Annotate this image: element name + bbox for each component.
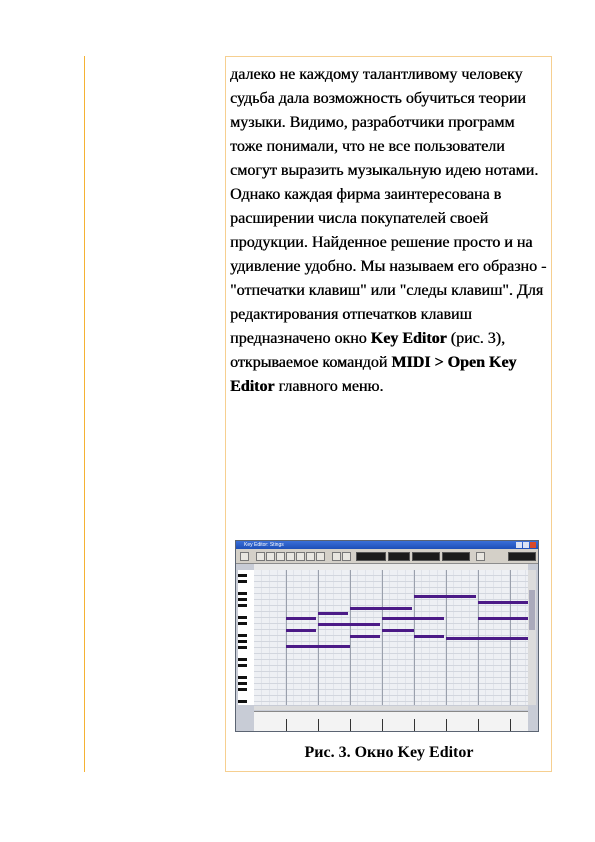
toolbar-tool-icon <box>306 552 315 561</box>
toolbar-tool-icon <box>342 552 351 561</box>
paragraph-part-3: главного меню. <box>274 378 384 395</box>
key-editor-term: Key Editor <box>370 330 447 347</box>
minimize-icon <box>516 542 522 548</box>
bar-line <box>318 570 319 705</box>
midi-note <box>286 645 350 648</box>
paragraph-part-2: (рис. 3), открываемое командой <box>230 330 505 371</box>
velocity-lane <box>254 711 528 732</box>
toolbar-display <box>412 552 440 561</box>
midi-note <box>350 607 412 610</box>
midi-note <box>382 617 444 620</box>
midi-note <box>414 595 476 598</box>
piano-keyboard <box>238 570 255 705</box>
window-title: Key Editor: Stings <box>244 542 284 548</box>
toolbar-tool-icon <box>276 552 285 561</box>
toolbar-tool-icon <box>476 552 485 561</box>
toolbar-tool-icon <box>296 552 305 561</box>
toolbar-display <box>356 552 386 561</box>
midi-note <box>286 617 316 620</box>
toolbar-tool-icon <box>266 552 275 561</box>
editor-toolbar <box>236 549 538 564</box>
toolbar-tool-icon <box>240 552 249 561</box>
toolbar-display <box>508 552 536 561</box>
midi-note <box>350 635 380 638</box>
body-paragraph <box>230 63 548 399</box>
midi-note <box>478 617 530 620</box>
midi-note <box>414 635 444 638</box>
midi-note <box>478 601 530 604</box>
paragraph-part-1: далеко не каждому талантливому человеку судьба дала возможность обучиться теории музыки. Видимо, разработчики программ тоже понимали, что не все пользователи смогут выразить музыкальную идею нотами. Однако каждая фирма заинтересована в расширении числа покупателей своей продукции. Найденное решение просто и на удивление удобно. Мы называем его образно - "отпечатки клавиш" или "следы клавиш". Для редактирования отпечатков клавиш предназначено окно <box>230 66 547 347</box>
midi-note <box>286 629 316 632</box>
menu-command-term: MIDI > Open Key Editor <box>230 354 517 395</box>
toolbar-display <box>388 552 410 561</box>
key-editor-screenshot <box>235 540 539 732</box>
midi-note <box>446 637 530 640</box>
maximize-icon <box>523 542 529 548</box>
midi-note <box>318 623 380 626</box>
toolbar-display <box>442 552 470 561</box>
horizontal-scrollbar <box>254 706 528 710</box>
close-icon <box>530 542 536 548</box>
midi-note <box>382 629 414 632</box>
vertical-scrollbar <box>528 570 536 705</box>
figure-caption: Рис. 3. Окно Key Editor <box>304 744 474 761</box>
toolbar-tool-icon <box>332 552 341 561</box>
bar-line <box>382 570 383 705</box>
toolbar-tool-icon <box>256 552 265 561</box>
window-controls <box>516 542 536 548</box>
toolbar-tool-icon <box>286 552 295 561</box>
toolbar-tool-icon <box>316 552 325 561</box>
bar-line <box>286 570 287 705</box>
left-margin-rule <box>84 56 85 772</box>
midi-note <box>318 612 348 615</box>
